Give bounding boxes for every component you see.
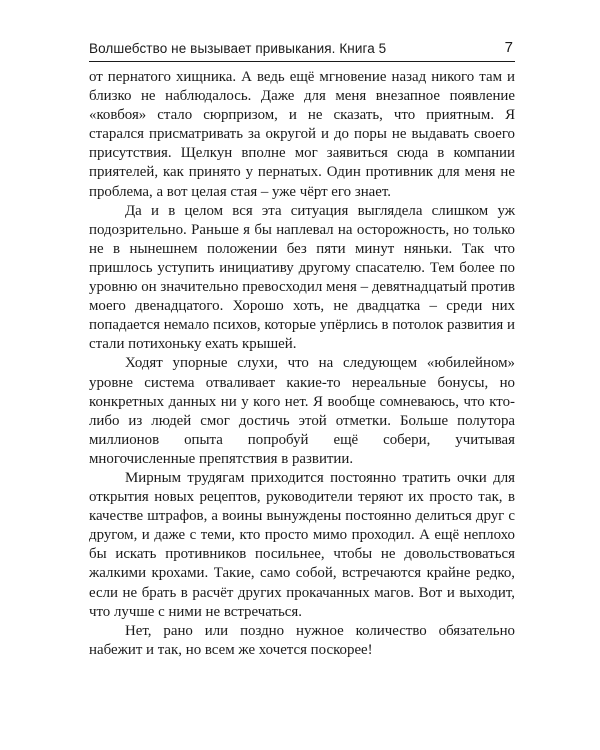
page-number: 7 <box>504 39 513 56</box>
running-title: Волшебство не вызывает привыкания. Книга 5 <box>89 41 387 56</box>
running-header <box>89 34 515 62</box>
book-page <box>89 34 515 660</box>
body-text <box>89 68 515 660</box>
paragraph: Да и в целом вся эта ситуация выглядела слишком уж подозрительно. Раньше я бы наплевал на осторожность, но только не в нынешнем положении без пяти минут няньки. Так что пришлось уступить инициативу другому спасателю. Тем более по уровню он значительно превосходил меня – девятнадцатый против моего двенадцатого. Хорошо хоть, не двадцатка – среди них попадается немало психов, которые упёрлись в потолок развития и стали потихоньку ехать крышей. <box>89 202 515 353</box>
paragraph: Нет, рано или поздно нужное количество обязательно набежит и так, но всем же хочется поскорее! <box>89 622 515 658</box>
paragraph-continuation: от пернатого хищника. А ведь ещё мгновение назад никого там и близко не наблюдалось. Даже для меня внезапное появление «ковбоя» стало сюрпризом, и не сказать, что приятным. Я старался присматривать за округой и до поры не выдавать своего присутствия. Щелкун вполне мог заявиться сюда в компании приятелей, как принято у пернатых. Один противник для меня не проблема, а вот целая стая – уже чёрт его знает. <box>89 69 515 200</box>
paragraph: Мирным трудягам приходится постоянно тратить очки для открытия новых рецептов, руководители теряют их просто так, в качестве штрафов, а воины вынуждены постоянно делиться друг с другом, и даже с теми, кто просто мимо проходил. А ещё неплохо бы искать противников посильнее, чтобы не довольствоваться жалкими крохами. Такие, само собой, встречаются крайне редко, если не брать в расчёт других прокачанных магов. Вот и выходит, что лучше с ними не встречаться. <box>89 469 515 620</box>
paragraph: Ходят упорные слухи, что на следующем «юбилейном» уровне система отваливает какие-то нереальные бонусы, но конкретных данных ни у кого нет. Я вообще сомневаюсь, что кто-либо из людей смог достичь этой отметки. Больше полутора миллионов опыта попробуй ещё собери, учитывая многочисленные препятствия в развитии. <box>89 355 515 467</box>
